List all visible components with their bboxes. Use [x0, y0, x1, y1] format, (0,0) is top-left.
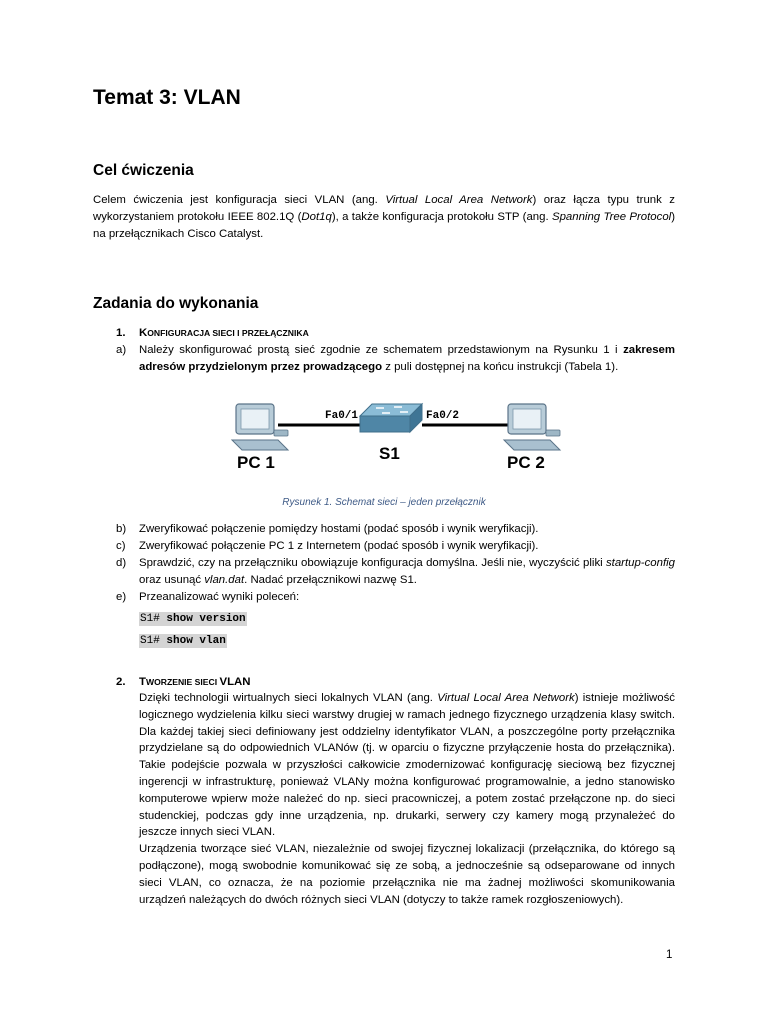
section2-p1-italic: Virtual Local Area Network — [437, 692, 575, 704]
item-d-italic2: vlan.dat — [204, 573, 245, 586]
cel-italic-3: Spanning Tree Protocol — [552, 210, 672, 223]
item-d-part1: Sprawdzić, czy na przełączniku obowiązuje konfiguracja domyślna. Jeśli nie, wyczyścić pliki — [139, 557, 606, 569]
cel-text-2: ) oraz łącza typu trunk z wykorzystaniem protokołu IEEE 802.1Q ( — [93, 194, 675, 223]
item-d-part3: . Nadać przełącznikowi nazwę S1. — [244, 573, 417, 586]
cmd2-text: show vlan — [159, 635, 226, 647]
cel-text-1: Celem ćwiczenia jest konfiguracja sieci VLAN (ang. — [93, 194, 386, 206]
item-e-marker: e) — [116, 591, 127, 603]
cel-italic-1: Virtual Local Area Network — [385, 194, 533, 206]
page-title: Temat 3: VLAN — [93, 86, 241, 109]
section2-number: 2. — [116, 676, 126, 688]
section2-title — [139, 674, 675, 691]
pc-icon — [504, 404, 560, 450]
network-diagram — [222, 396, 562, 476]
section1-title-first: K — [139, 327, 148, 339]
cmd1-text: show version — [159, 613, 246, 625]
section2-paragraph — [139, 690, 675, 908]
item-c-marker: c) — [116, 540, 126, 552]
section1-title — [139, 325, 675, 342]
item-c-text: Zweryfikować połączenie PC 1 z Internetem (podać sposób i wynik weryfikacji). — [139, 540, 539, 552]
switch-icon — [360, 404, 422, 432]
pc2-label: PC 2 — [507, 453, 545, 472]
cmd2-prompt: S1# — [140, 635, 160, 647]
section2-p2: Urządzenia tworzące sieć VLAN, niezależnie od swojej fizycznej lokalizacji (przełącznika, do którego są podłączone), mogą swobodnie komunikować się ze sobą, a jednocześnie są odseparowane od innych sieci VLAN, co oznacza, że na poziomie przełącznika nie ma żadnej możliwości skomunikowania urządzeń należących do dwóch różnych sieci VLAN (dotyczy to także ramek rozgłoszeniowych). — [139, 843, 675, 906]
section2-p1-part1: Dzięki technologii wirtualnych sieci lokalnych VLAN (ang. — [139, 692, 438, 704]
section2-p1-part2: ) istnieje możliwość logicznego wydzielenia kilku sieci warstwy drugiej w ramach jednego fizycznego urządzenia klasy switch. Dla każdej takiej sieci definiowany jest oddzielny identyfikator VLAN, a poszczególne porty przełącznika przydzielane są do odpowiednich VLANów (tj. w oparciu o fizyczne przyłączenie hosta do przełącznika). Takie podejście pozwala w przyszłości całkowicie zmodernizować konfigurację sieciową bez fizycznej ingerencji w infrastrukturę, ponieważ VLANy można konfigurować programowalnie, a jedno stanowisko komputerowe wpierw może należeć do np. sieci pracowniczej, a potem zostać przełączone np. do sieci studenckiej, podczas gdy inne urządzenia, np. drukarki, serwery czy kamery mogą przynależeć do jeszcze innych sieci VLAN. — [139, 692, 675, 839]
command-show-version — [139, 612, 247, 626]
section2-title-vlan: VLAN — [219, 676, 251, 688]
page-number: 1 — [666, 949, 673, 961]
item-d-italic1: startup-config — [605, 557, 675, 569]
item-a-bold: zakresem adresów przydzielonym przez prowadzącego — [139, 344, 675, 373]
pc1-label: PC 1 — [237, 453, 275, 472]
figure-caption: Rysunek 1. Schemat sieci – jeden przełącznik — [282, 497, 486, 508]
item-d-marker: d) — [116, 557, 127, 569]
item-a-marker: a) — [116, 344, 127, 356]
item-d-part2: oraz usunąć — [139, 573, 205, 586]
cel-text-4: ) na przełącznikach Cisco Catalyst. — [93, 210, 676, 240]
item-a-part2: z puli dostępnej na końcu instrukcji (Tabela 1). — [382, 360, 619, 373]
section1-title-rest: ONFIGURACJA SIECI I PRZEŁĄCZNIKA — [147, 328, 309, 338]
item-b-text: Zweryfikować połączenie pomiędzy hostami (podać sposób i wynik weryfikacji). — [139, 523, 539, 535]
pc-icon — [232, 404, 288, 450]
cel-paragraph — [93, 192, 675, 242]
cmd1-prompt: S1# — [140, 613, 160, 625]
section1-number: 1. — [116, 327, 126, 339]
item-a-text — [139, 342, 675, 376]
heading-zadania: Zadania do wykonania — [93, 295, 259, 312]
item-b-marker: b) — [116, 523, 127, 535]
heading-cel: Cel ćwiczenia — [93, 162, 194, 179]
item-d-text — [139, 555, 675, 589]
command-show-vlan — [139, 634, 227, 648]
cel-text-3: ), a także konfiguracja protokołu STP (ang. — [331, 210, 552, 223]
item-e-text: Przeanalizować wyniki poleceń: — [139, 591, 300, 603]
cel-italic-2: Dot1q — [301, 210, 332, 223]
item-a-part1: Należy skonfigurować prostą sieć zgodnie ze schematem przedstawionym na Rysunku 1 i — [139, 344, 624, 356]
port-label-fa02: Fa0/2 — [426, 410, 460, 422]
section2-title-first: T — [139, 676, 146, 688]
port-label-fa01: Fa0/1 — [325, 410, 359, 422]
section2-title-rest: WORZENIE SIECI — [145, 677, 220, 687]
switch-label: S1 — [379, 444, 400, 463]
